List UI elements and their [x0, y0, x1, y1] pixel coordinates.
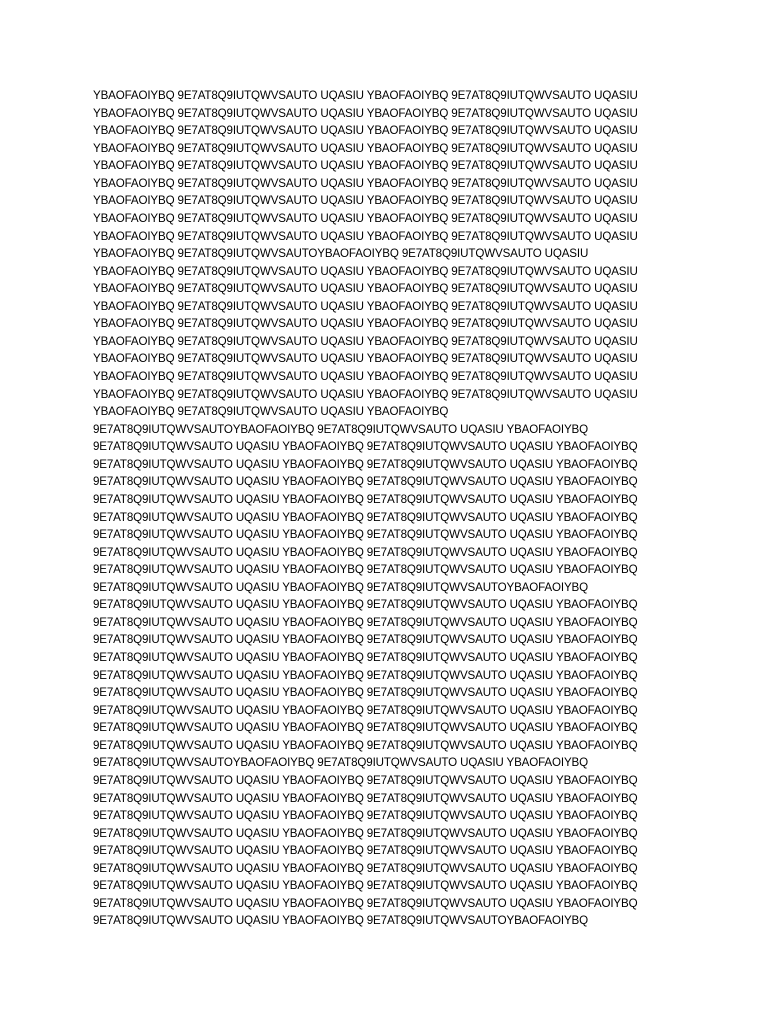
- text-line: 9E7AT8Q9IUTQWVSAUTO UQASIU YBAOFAOIYBQ 9E7AT8Q9IUTQWVSAUTO UQASIU YBAOFAOIYBQ: [93, 844, 638, 858]
- text-line: YBAOFAOIYBQ 9E7AT8Q9IUTQWVSAUTO UQASIU YBAOFAOIYBQ 9E7AT8Q9IUTQWVSAUTO UQASIU: [93, 387, 638, 401]
- text-line: YBAOFAOIYBQ 9E7AT8Q9IUTQWVSAUTO UQASIU YBAOFAOIYBQ 9E7AT8Q9IUTQWVSAUTO UQASIU: [93, 176, 638, 190]
- text-line: YBAOFAOIYBQ 9E7AT8Q9IUTQWVSAUTO UQASIU YBAOFAOIYBQ 9E7AT8Q9IUTQWVSAUTO UQASIU: [93, 299, 638, 313]
- text-line: 9E7AT8Q9IUTQWVSAUTO UQASIU YBAOFAOIYBQ 9E7AT8Q9IUTQWVSAUTO UQASIU YBAOFAOIYBQ: [93, 615, 638, 629]
- text-line: 9E7AT8Q9IUTQWVSAUTO UQASIU YBAOFAOIYBQ 9E7AT8Q9IUTQWVSAUTO UQASIU YBAOFAOIYBQ: [93, 879, 638, 893]
- text-line: YBAOFAOIYBQ 9E7AT8Q9IUTQWVSAUTO UQASIU YBAOFAOIYBQ 9E7AT8Q9IUTQWVSAUTO UQASIU: [93, 211, 638, 225]
- text-line: 9E7AT8Q9IUTQWVSAUTO UQASIU YBAOFAOIYBQ 9E7AT8Q9IUTQWVSAUTO UQASIU YBAOFAOIYBQ: [93, 861, 638, 875]
- text-line: 9E7AT8Q9IUTQWVSAUTOYBAOFAOIYBQ 9E7AT8Q9IUTQWVSAUTO UQASIU YBAOFAOIYBQ: [93, 422, 588, 436]
- document-body: [93, 87, 693, 930]
- text-line: 9E7AT8Q9IUTQWVSAUTO UQASIU YBAOFAOIYBQ 9E7AT8Q9IUTQWVSAUTOYBAOFAOIYBQ: [93, 580, 588, 594]
- text-line: 9E7AT8Q9IUTQWVSAUTO UQASIU YBAOFAOIYBQ 9E7AT8Q9IUTQWVSAUTO UQASIU YBAOFAOIYBQ: [93, 598, 638, 612]
- text-line: YBAOFAOIYBQ 9E7AT8Q9IUTQWVSAUTO UQASIU YBAOFAOIYBQ 9E7AT8Q9IUTQWVSAUTO UQASIU: [93, 106, 638, 120]
- text-line: YBAOFAOIYBQ 9E7AT8Q9IUTQWVSAUTO UQASIU YBAOFAOIYBQ: [93, 405, 449, 419]
- text-line: YBAOFAOIYBQ 9E7AT8Q9IUTQWVSAUTO UQASIU YBAOFAOIYBQ 9E7AT8Q9IUTQWVSAUTO UQASIU: [93, 317, 638, 331]
- text-line: YBAOFAOIYBQ 9E7AT8Q9IUTQWVSAUTO UQASIU YBAOFAOIYBQ 9E7AT8Q9IUTQWVSAUTO UQASIU: [93, 352, 638, 366]
- text-line: 9E7AT8Q9IUTQWVSAUTO UQASIU YBAOFAOIYBQ 9E7AT8Q9IUTQWVSAUTO UQASIU YBAOFAOIYBQ: [93, 738, 638, 752]
- text-line: 9E7AT8Q9IUTQWVSAUTO UQASIU YBAOFAOIYBQ 9E7AT8Q9IUTQWVSAUTOYBAOFAOIYBQ: [93, 914, 588, 928]
- text-line: YBAOFAOIYBQ 9E7AT8Q9IUTQWVSAUTO UQASIU YBAOFAOIYBQ 9E7AT8Q9IUTQWVSAUTO UQASIU: [93, 89, 638, 102]
- text-line: YBAOFAOIYBQ 9E7AT8Q9IUTQWVSAUTO UQASIU YBAOFAOIYBQ 9E7AT8Q9IUTQWVSAUTO UQASIU: [93, 124, 638, 138]
- text-line: YBAOFAOIYBQ 9E7AT8Q9IUTQWVSAUTO UQASIU YBAOFAOIYBQ 9E7AT8Q9IUTQWVSAUTO UQASIU: [93, 264, 638, 278]
- text-line: 9E7AT8Q9IUTQWVSAUTO UQASIU YBAOFAOIYBQ 9E7AT8Q9IUTQWVSAUTO UQASIU YBAOFAOIYBQ: [93, 563, 638, 577]
- text-line: 9E7AT8Q9IUTQWVSAUTO UQASIU YBAOFAOIYBQ 9E7AT8Q9IUTQWVSAUTO UQASIU YBAOFAOIYBQ: [93, 826, 638, 840]
- text-line: YBAOFAOIYBQ 9E7AT8Q9IUTQWVSAUTO UQASIU YBAOFAOIYBQ 9E7AT8Q9IUTQWVSAUTO UQASIU: [93, 141, 638, 155]
- text-line: 9E7AT8Q9IUTQWVSAUTO UQASIU YBAOFAOIYBQ 9E7AT8Q9IUTQWVSAUTO UQASIU YBAOFAOIYBQ: [93, 651, 638, 664]
- text-line: 9E7AT8Q9IUTQWVSAUTOYBAOFAOIYBQ 9E7AT8Q9IUTQWVSAUTO UQASIU YBAOFAOIYBQ: [93, 756, 588, 770]
- text-line: YBAOFAOIYBQ 9E7AT8Q9IUTQWVSAUTO UQASIU YBAOFAOIYBQ 9E7AT8Q9IUTQWVSAUTO UQASIU: [93, 229, 638, 243]
- text-line: 9E7AT8Q9IUTQWVSAUTO UQASIU YBAOFAOIYBQ 9E7AT8Q9IUTQWVSAUTO UQASIU YBAOFAOIYBQ: [93, 510, 638, 524]
- text-line: 9E7AT8Q9IUTQWVSAUTO UQASIU YBAOFAOIYBQ 9E7AT8Q9IUTQWVSAUTO UQASIU YBAOFAOIYBQ: [93, 721, 638, 735]
- text-line: 9E7AT8Q9IUTQWVSAUTO UQASIU YBAOFAOIYBQ 9E7AT8Q9IUTQWVSAUTO UQASIU YBAOFAOIYBQ: [93, 668, 638, 682]
- text-line: 9E7AT8Q9IUTQWVSAUTO UQASIU YBAOFAOIYBQ 9E7AT8Q9IUTQWVSAUTO UQASIU YBAOFAOIYBQ: [93, 475, 638, 489]
- text-line: 9E7AT8Q9IUTQWVSAUTO UQASIU YBAOFAOIYBQ 9E7AT8Q9IUTQWVSAUTO UQASIU YBAOFAOIYBQ: [93, 773, 638, 787]
- text-line: 9E7AT8Q9IUTQWVSAUTO UQASIU YBAOFAOIYBQ 9E7AT8Q9IUTQWVSAUTO UQASIU YBAOFAOIYBQ: [93, 457, 638, 471]
- text-line: 9E7AT8Q9IUTQWVSAUTO UQASIU YBAOFAOIYBQ 9E7AT8Q9IUTQWVSAUTO UQASIU YBAOFAOIYBQ: [93, 686, 638, 700]
- text-line: YBAOFAOIYBQ 9E7AT8Q9IUTQWVSAUTO UQASIU YBAOFAOIYBQ 9E7AT8Q9IUTQWVSAUTO UQASIU: [93, 370, 638, 383]
- text-line: 9E7AT8Q9IUTQWVSAUTO UQASIU YBAOFAOIYBQ 9E7AT8Q9IUTQWVSAUTO UQASIU YBAOFAOIYBQ: [93, 528, 638, 542]
- text-line: YBAOFAOIYBQ 9E7AT8Q9IUTQWVSAUTO UQASIU YBAOFAOIYBQ 9E7AT8Q9IUTQWVSAUTO UQASIU: [93, 282, 638, 296]
- text-line: 9E7AT8Q9IUTQWVSAUTO UQASIU YBAOFAOIYBQ 9E7AT8Q9IUTQWVSAUTO UQASIU YBAOFAOIYBQ: [93, 440, 638, 454]
- text-line: 9E7AT8Q9IUTQWVSAUTO UQASIU YBAOFAOIYBQ 9E7AT8Q9IUTQWVSAUTO UQASIU YBAOFAOIYBQ: [93, 809, 638, 823]
- text-line: 9E7AT8Q9IUTQWVSAUTO UQASIU YBAOFAOIYBQ 9E7AT8Q9IUTQWVSAUTO UQASIU YBAOFAOIYBQ: [93, 791, 638, 805]
- text-line: YBAOFAOIYBQ 9E7AT8Q9IUTQWVSAUTOYBAOFAOIYBQ 9E7AT8Q9IUTQWVSAUTO UQASIU: [93, 247, 589, 261]
- text-line: YBAOFAOIYBQ 9E7AT8Q9IUTQWVSAUTO UQASIU YBAOFAOIYBQ 9E7AT8Q9IUTQWVSAUTO UQASIU: [93, 194, 638, 208]
- text-line: YBAOFAOIYBQ 9E7AT8Q9IUTQWVSAUTO UQASIU YBAOFAOIYBQ 9E7AT8Q9IUTQWVSAUTO UQASIU: [93, 334, 638, 348]
- text-line: 9E7AT8Q9IUTQWVSAUTO UQASIU YBAOFAOIYBQ 9E7AT8Q9IUTQWVSAUTO UQASIU YBAOFAOIYBQ: [93, 633, 638, 647]
- text-line: 9E7AT8Q9IUTQWVSAUTO UQASIU YBAOFAOIYBQ 9E7AT8Q9IUTQWVSAUTO UQASIU YBAOFAOIYBQ: [93, 896, 638, 910]
- text-line: YBAOFAOIYBQ 9E7AT8Q9IUTQWVSAUTO UQASIU YBAOFAOIYBQ 9E7AT8Q9IUTQWVSAUTO UQASIU: [93, 159, 638, 173]
- text-line: 9E7AT8Q9IUTQWVSAUTO UQASIU YBAOFAOIYBQ 9E7AT8Q9IUTQWVSAUTO UQASIU YBAOFAOIYBQ: [93, 703, 638, 717]
- text-line: 9E7AT8Q9IUTQWVSAUTO UQASIU YBAOFAOIYBQ 9E7AT8Q9IUTQWVSAUTO UQASIU YBAOFAOIYBQ: [93, 545, 638, 559]
- text-line: 9E7AT8Q9IUTQWVSAUTO UQASIU YBAOFAOIYBQ 9E7AT8Q9IUTQWVSAUTO UQASIU YBAOFAOIYBQ: [93, 492, 638, 506]
